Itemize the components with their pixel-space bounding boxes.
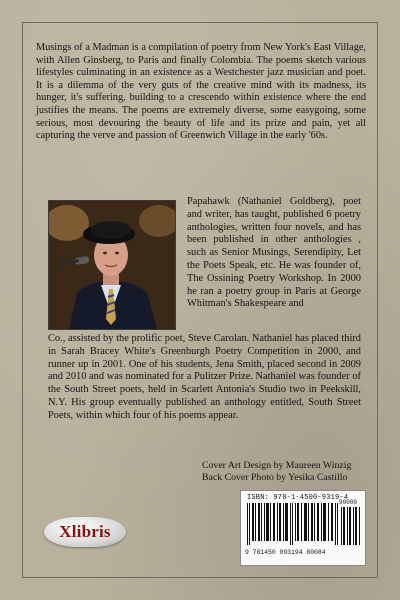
author-portrait-illustration	[49, 201, 175, 329]
isbn-barcode	[240, 490, 366, 566]
publisher-logo-text: Xlibris	[59, 522, 111, 541]
author-bio-beside-photo: Papahawk (Nathaniel Goldberg), poet and writer, has taught, published 6 poetry anthologies, written four novels, and has been published in other anthologies , such as Senior Musings, Serendipity, Let the Poets Speak, etc. He was founder of, The Ossining Poetry Workshop. In 2000 he ran a poetry group in Paris at George Whitman's Shakespeare and	[187, 196, 361, 310]
barcode-addon-number: 90000	[339, 499, 358, 506]
author-photo	[48, 200, 176, 330]
barcode-bars	[247, 503, 339, 545]
book-blurb: Musings of a Madman is a compilation of poetry from New York's East Village, with Allen Ginsberg, to Paris and finally Colombia. The poems sketch various lifestyles culminating in an existence as a Westchester jazz musician and poet. It is a dilemma of the very guts of the creative mind with its madness, its hunger, it's suffering, building to a crescendo within existence where the end justifies the means. The poems are extremely diverse, some easygoing, some serious, most devouring the beauty of life and its prize and pain, yet all capturing the verve and passion of Greenwich Village in the early '60s.	[36, 42, 366, 142]
barcode-addon-bars	[341, 507, 361, 545]
credits	[202, 460, 372, 484]
isbn-label: ISBN: 978-1-4500-9319-4	[247, 494, 349, 502]
author-bio-continued: Co., assisted by the prolific poet, Steve Carolan. Nathaniel has placed third in Sarah Bracey White's Greenburgh Poetry Competition in 2000, and runner up in 2001. One of his students, Jena Smith, placed second in 2009 and 2010 and was nominated for a Pulitzer Prize. Nathaniel was founder of the South Street poets, held in Scarlett Antonia's Studio two in Peekskill, N.Y. His group eventually published an anthology entitled, South Street Poets, within which four of his poems appear.	[48, 333, 361, 421]
back-photo-credit: Back Cover Photo by Yesika Castillo	[202, 472, 348, 483]
cover-art-credit: Cover Art Design by Maureen Winzig	[202, 460, 352, 471]
barcode-digits: 9 781450 093194 80084	[245, 549, 326, 556]
publisher-logo	[44, 517, 126, 547]
